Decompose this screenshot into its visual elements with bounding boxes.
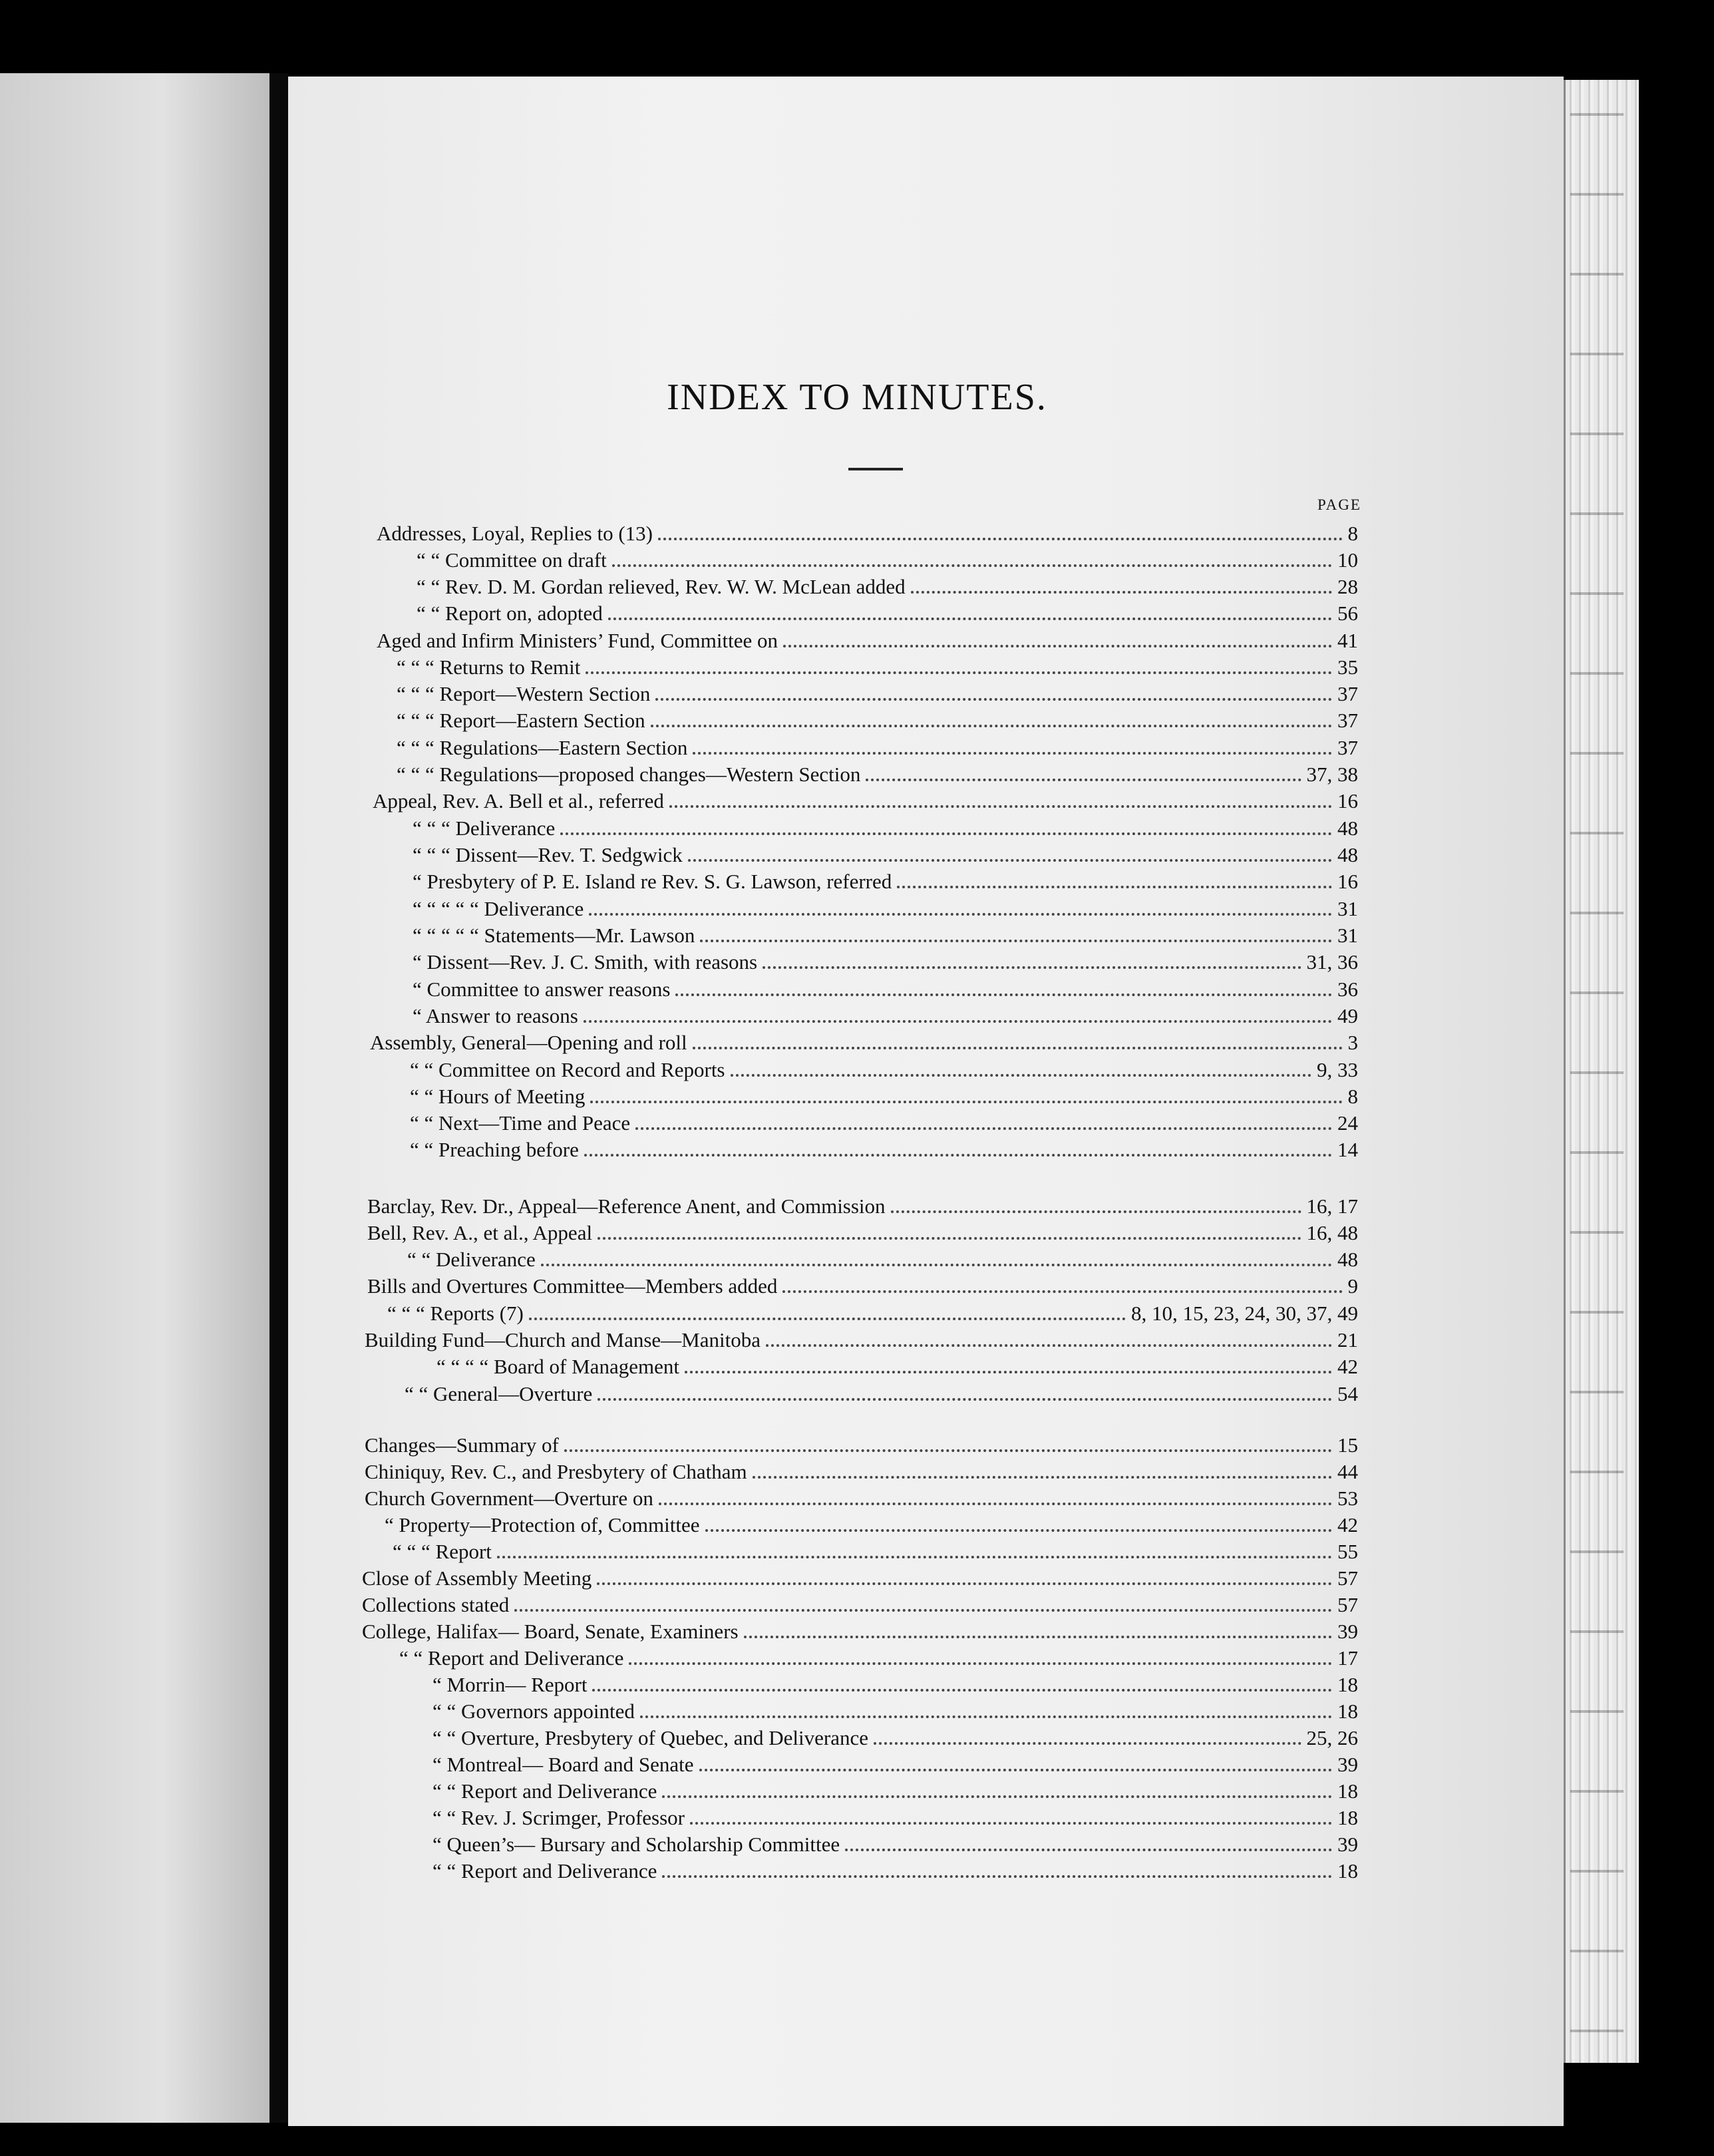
index-entry-text: “ Montreal— Board and Senate	[432, 1753, 694, 1776]
index-entry-page: 16	[1337, 789, 1358, 812]
dot-leader	[597, 1582, 1332, 1585]
index-entry-text: “ “ Committee on draft	[417, 548, 607, 572]
index-entry-page: 18	[1337, 1700, 1358, 1723]
index-entry-text: “ “ General—Overture	[405, 1382, 593, 1405]
index-entry-text: “ Morrin— Report	[432, 1673, 588, 1696]
dot-leader	[514, 1609, 1332, 1612]
dot-leader	[629, 1662, 1332, 1665]
dot-leader	[693, 752, 1332, 755]
dot-leader	[744, 1636, 1332, 1638]
index-entry-page: 44	[1337, 1460, 1358, 1483]
index-entry-page: 56	[1337, 602, 1358, 625]
index-entry-text: Barclay, Rev. Dr., Appeal—Reference Anent, and Commission	[367, 1194, 886, 1218]
index-entry-page: 16	[1337, 870, 1358, 893]
index-entry-text: “ “ “ Report—Eastern Section	[397, 709, 645, 732]
index-entry-text: “ Answer to reasons	[413, 1004, 578, 1027]
dot-leader	[783, 645, 1332, 647]
dot-leader	[705, 1529, 1332, 1532]
index-entry-text: College, Halifax— Board, Senate, Examiners	[362, 1620, 739, 1643]
dot-leader	[589, 913, 1332, 916]
dot-leader	[541, 1264, 1332, 1266]
index-entry-text: Chiniquy, Rev. C., and Presbytery of Chatham	[365, 1460, 747, 1483]
index-entry-page: 49	[1337, 1004, 1358, 1027]
index-entry-text: “ “ Deliverance	[407, 1248, 536, 1271]
dot-leader	[612, 564, 1332, 567]
index-entry-text: “ “ Overture, Presbytery of Quebec, and Deliverance	[432, 1726, 868, 1749]
index-entry-page: 42	[1337, 1355, 1358, 1378]
index-entry-text: Close of Assembly Meeting	[362, 1566, 592, 1590]
index-entry-text: “ “ Preaching before	[410, 1138, 579, 1161]
dot-leader	[598, 1237, 1301, 1240]
dot-leader	[675, 993, 1332, 996]
index-entry-text: “ “ “ “ “ Deliverance	[413, 897, 584, 920]
index-title: INDEX TO MINUTES.	[667, 377, 1047, 418]
index-entry-page: 16, 48	[1306, 1221, 1358, 1244]
index-entry-text: “ “ Report and Deliverance	[432, 1859, 657, 1883]
index-entry-page: 3	[1347, 1031, 1358, 1054]
dot-leader	[592, 1689, 1332, 1692]
index-entry-page: 37	[1337, 682, 1358, 705]
dot-leader	[635, 1127, 1332, 1130]
dot-leader	[688, 859, 1332, 862]
index-entry-page: 48	[1337, 1248, 1358, 1271]
dot-leader	[564, 1449, 1332, 1452]
index-entry-page: 37, 38	[1306, 763, 1358, 786]
dot-leader	[598, 1398, 1332, 1401]
dot-leader	[731, 1074, 1312, 1077]
index-entry-text: Building Fund—Church and Manse—Manitoba	[365, 1328, 761, 1351]
index-entry-text: “ “ Rev. D. M. Gordan relieved, Rev. W. W. McLean added	[417, 575, 906, 598]
index-entry-text: Appeal, Rev. A. Bell et al., referred	[373, 789, 664, 812]
dot-leader	[586, 671, 1332, 674]
index-entry-text: “ “ “ “ “ Statements—Mr. Lawson	[413, 924, 695, 947]
dot-leader	[640, 1715, 1332, 1718]
index-entry-page: 9, 33	[1317, 1058, 1358, 1081]
index-entry-text: “ “ Hours of Meeting	[410, 1085, 586, 1108]
index-entry-text: “ Dissent—Rev. J. C. Smith, with reasons	[413, 950, 758, 974]
index-entry-text: Aged and Infirm Ministers’ Fund, Committee on	[377, 629, 778, 652]
index-entry-page: 15	[1337, 1433, 1358, 1457]
index-entry-page: 16, 17	[1306, 1194, 1358, 1218]
dot-leader	[897, 886, 1332, 888]
index-entry-page: 9	[1347, 1274, 1358, 1298]
dot-leader	[560, 832, 1332, 835]
dot-leader	[497, 1556, 1332, 1558]
index-entry-page: 10	[1337, 548, 1358, 572]
index-entry-text: Bell, Rev. A., et al., Appeal	[367, 1221, 593, 1244]
index-entry-page: 8, 10, 15, 23, 24, 30, 37, 49	[1131, 1302, 1358, 1325]
dot-leader	[891, 1210, 1301, 1213]
index-entry-text: “ “ Governors appointed	[432, 1700, 635, 1723]
index-entry-page: 8	[1347, 522, 1358, 545]
index-entry-page: 31	[1337, 897, 1358, 920]
index-entry-page: 35	[1337, 655, 1358, 679]
index-entry-page: 57	[1337, 1593, 1358, 1616]
index-entry-page: 39	[1337, 1753, 1358, 1776]
index-entry-page: 31	[1337, 924, 1358, 947]
dot-leader	[693, 1047, 1343, 1049]
index-entry-text: “ “ “ Reports (7)	[387, 1302, 524, 1325]
index-entry-page: 28	[1337, 575, 1358, 598]
index-entry-text: “ “ Report and Deliverance	[399, 1646, 624, 1670]
page-column-header: PAGE	[1317, 496, 1361, 513]
index-entry-text: Changes—Summary of	[365, 1433, 559, 1457]
dot-leader	[584, 1020, 1332, 1023]
index-entry-page: 48	[1337, 816, 1358, 840]
index-entry-text: “ “ Committee on Record and Reports	[410, 1058, 725, 1081]
index-entry-text: “ “ “ Dissent—Rev. T. Sedgwick	[413, 843, 683, 866]
index-entry-text: Bills and Overtures Committee—Members added	[367, 1274, 778, 1298]
index-entry-page: 42	[1337, 1513, 1358, 1536]
index-entry-page: 18	[1337, 1779, 1358, 1803]
index-entry-page: 8	[1347, 1085, 1358, 1108]
index-entry-text: “ “ “ Regulations—Eastern Section	[397, 736, 688, 759]
index-entry-page: 37	[1337, 709, 1358, 732]
index-entry-text: “ Property—Protection of, Committee	[385, 1513, 700, 1536]
dot-leader	[845, 1849, 1332, 1851]
index-entry-text: “ Queen’s— Bursary and Scholarship Committee	[432, 1833, 840, 1856]
dot-leader	[763, 966, 1301, 969]
index-entry-text: “ “ Report on, adopted	[417, 602, 603, 625]
dot-leader	[662, 1875, 1332, 1878]
index-entry-page: 41	[1337, 629, 1358, 652]
index-entry-page: 57	[1337, 1566, 1358, 1590]
index-entry-page: 53	[1337, 1487, 1358, 1510]
index-entry-text: “ “ Next—Time and Peace	[410, 1111, 631, 1135]
dot-leader	[700, 940, 1332, 942]
index-entry-page: 17	[1337, 1646, 1358, 1670]
dot-leader	[874, 1742, 1301, 1745]
index-entry-page: 39	[1337, 1833, 1358, 1856]
index-entry-page: 37	[1337, 736, 1358, 759]
index-entry-text: “ “ “ “ Board of Management	[436, 1355, 679, 1378]
index-entry-text: “ “ “ Returns to Remit	[397, 655, 581, 679]
index-entry-page: 31, 36	[1306, 950, 1358, 974]
dot-leader	[911, 591, 1332, 594]
index-entry-text: “ Committee to answer reasons	[413, 978, 671, 1001]
index-entry-text: “ “ Report and Deliverance	[432, 1779, 657, 1803]
index-entry-text: “ “ “ Deliverance	[413, 816, 556, 840]
index-entry-text: Assembly, General—Opening and roll	[370, 1031, 687, 1054]
index-entry-text: “ “ Rev. J. Scrimger, Professor	[432, 1806, 685, 1829]
dot-leader	[662, 1795, 1332, 1798]
dot-leader	[685, 1371, 1332, 1373]
dot-leader	[590, 1101, 1342, 1103]
dot-leader	[690, 1822, 1332, 1825]
index-entry-page: 55	[1337, 1540, 1358, 1563]
index-entry-page: 54	[1337, 1382, 1358, 1405]
index-entry-page: 18	[1337, 1859, 1358, 1883]
dot-leader	[651, 725, 1332, 727]
index-entry-text: Collections stated	[362, 1593, 510, 1616]
index-entry-page: 48	[1337, 843, 1358, 866]
title-rule	[848, 468, 903, 470]
index-entry-page: 25, 26	[1306, 1726, 1358, 1749]
index-entry-page: 39	[1337, 1620, 1358, 1643]
dot-leader	[584, 1154, 1332, 1157]
index-entry-page: 18	[1337, 1673, 1358, 1696]
dot-leader	[658, 538, 1343, 540]
index-entry-text: “ Presbytery of P. E. Island re Rev. S. G. Lawson, referred	[413, 870, 892, 893]
dot-leader	[699, 1769, 1332, 1771]
dot-leader	[866, 779, 1301, 781]
dot-leader	[766, 1344, 1332, 1347]
index-entry-text: “ “ “ Regulations—proposed changes—Western Section	[397, 763, 861, 786]
dot-leader	[782, 1290, 1342, 1293]
dot-leader	[655, 698, 1332, 701]
index-entry-page: 18	[1337, 1806, 1358, 1829]
index-entry-page: 14	[1337, 1138, 1358, 1161]
dot-leader	[669, 805, 1332, 808]
index-entry-text: “ “ “ Report—Western Section	[397, 682, 651, 705]
index-entry-text: Church Government—Overture on	[365, 1487, 653, 1510]
index-entry-page: 21	[1337, 1328, 1358, 1351]
index-entry-text: Addresses, Loyal, Replies to (13)	[377, 522, 653, 545]
index-entry-page: 24	[1337, 1111, 1358, 1135]
dot-leader	[753, 1476, 1332, 1479]
dot-leader	[659, 1503, 1332, 1505]
dot-leader	[529, 1318, 1126, 1320]
index-entry-page: 36	[1337, 978, 1358, 1001]
index-entry-text: “ “ “ Report	[393, 1540, 492, 1563]
dot-leader	[608, 618, 1332, 620]
